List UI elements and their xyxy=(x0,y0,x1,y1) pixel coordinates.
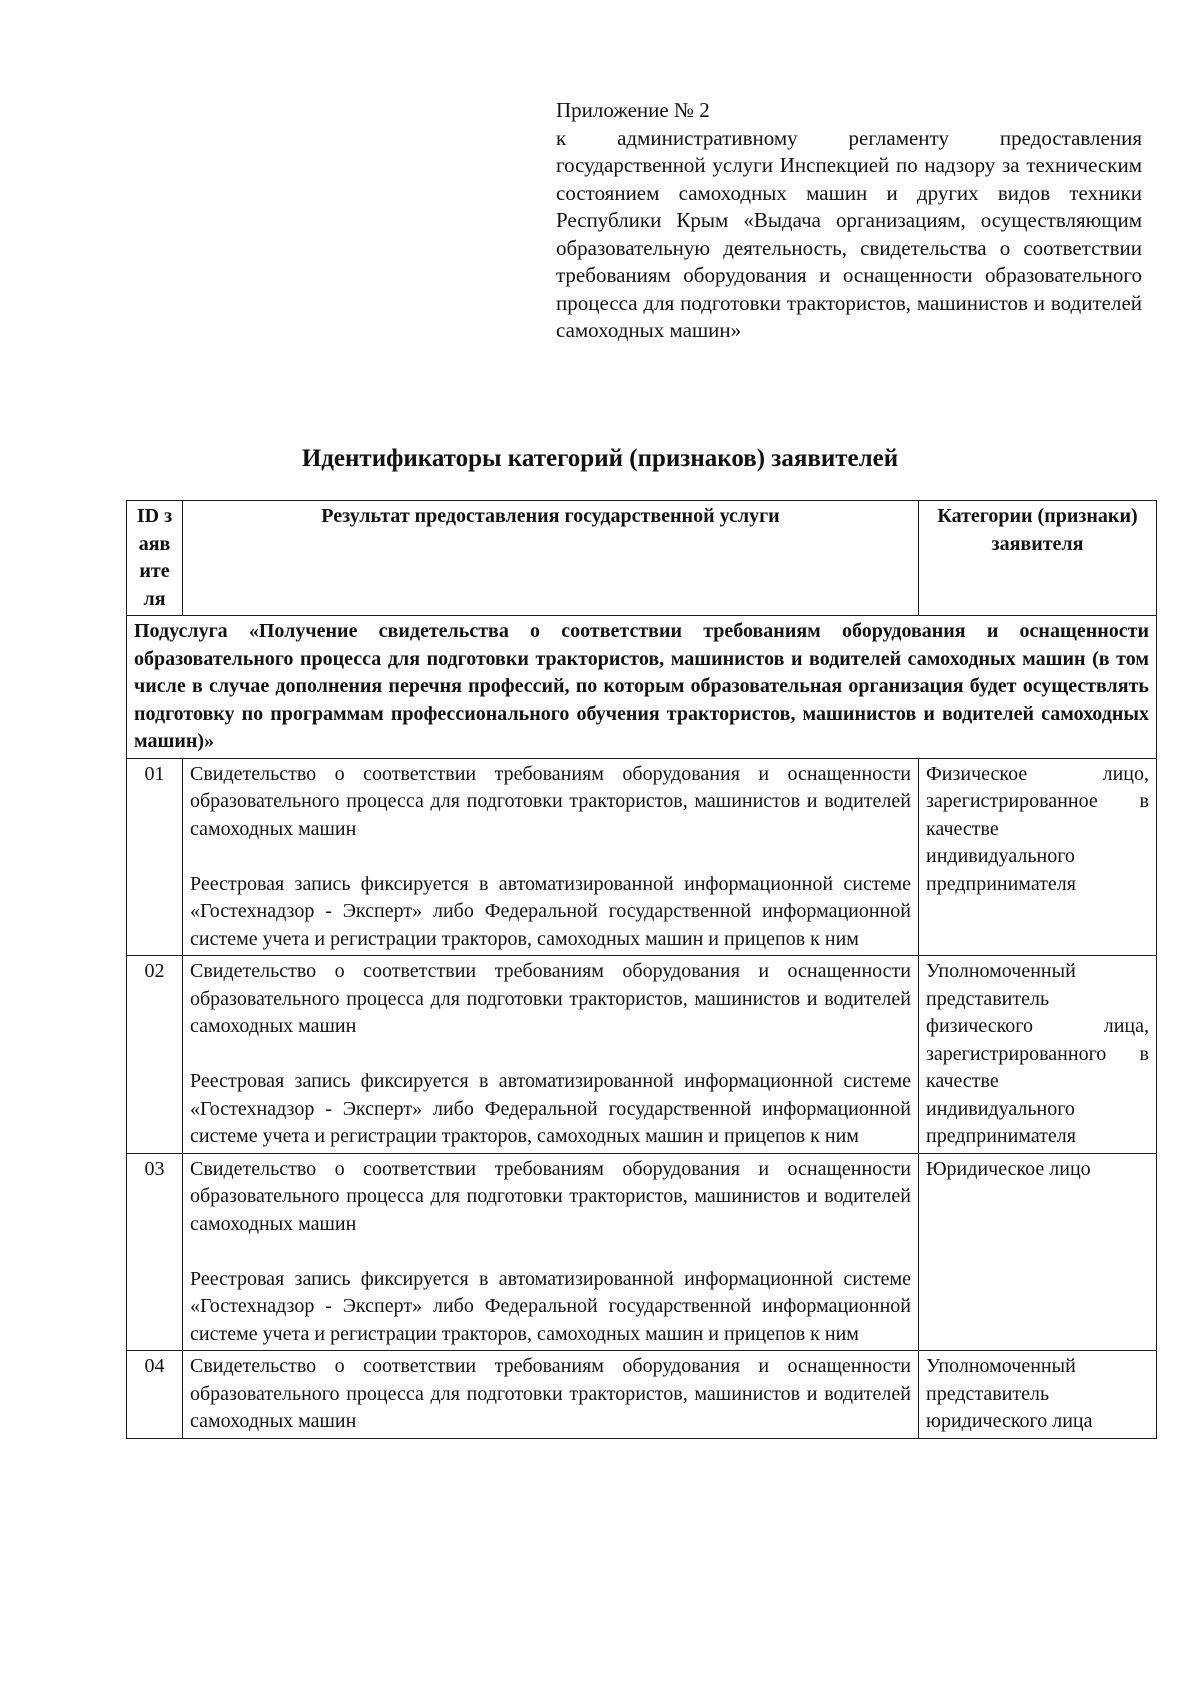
table-header-row xyxy=(127,501,1157,616)
appendix-text: к административному регламенту предоставления государственной услуги Инспекцией по надзору за техническим состоянием самоходных машин и других видов техники Республики Крым «Выдача организациям, осуществляющим образовательную деятельность, свидетельства о соответствии требованиям оборудования и оснащенности образовательного процесса для подготовки трактористов, машинистов и водителей самоходных машин» xyxy=(556,125,1142,342)
row-note: Реестровая запись фиксируется в автоматизированной информационной системе «Гостехнадзор - Эксперт» либо Федеральной государственной информационной системе учета и регистрации тракторов, самоходных машин и прицепов к ним xyxy=(190,1070,911,1147)
row-id: 03 xyxy=(127,1153,183,1351)
row-result-cell xyxy=(183,1153,919,1351)
row-category: Юридическое лицо xyxy=(919,1153,1157,1351)
appendix-block xyxy=(556,97,1142,345)
row-category: Уполномоченный представитель юридического лица xyxy=(919,1351,1157,1439)
row-result-cell xyxy=(183,1351,919,1439)
header-result: Результат предоставления государственной услуги xyxy=(183,501,919,616)
row-result: Свидетельство о соответствии требованиям оборудования и оснащенности образовательного процесса для подготовки трактористов, машинистов и водителей самоходных машин xyxy=(190,1355,911,1432)
row-result: Свидетельство о соответствии требованиям оборудования и оснащенности образовательного процесса для подготовки трактористов, машинистов и водителей самоходных машин xyxy=(190,1157,911,1235)
header-id xyxy=(127,501,183,616)
row-result-cell xyxy=(183,956,919,1154)
document-title: Идентификаторы категорий (признаков) заявителей xyxy=(301,445,899,472)
row-category: Физическое лицо, зарегистрированное в качестве индивидуального предпринимателя xyxy=(919,758,1157,956)
row-id: 04 xyxy=(127,1351,183,1439)
applicant-categories-table xyxy=(126,500,1157,1439)
table-row xyxy=(127,758,1157,956)
header-category: Категории (признаки) заявителя xyxy=(919,501,1157,616)
row-result: Свидетельство о соответствии требованиям оборудования и оснащенности образовательного процесса для подготовки трактористов, машинистов и водителей самоходных машин xyxy=(190,960,911,1037)
row-id: 01 xyxy=(127,758,183,956)
row-note: Реестровая запись фиксируется в автоматизированной информационной системе «Гостехнадзор - Эксперт» либо Федеральной государственной информационной системе учета и регистрации тракторов, самоходных машин и прицепов к ним xyxy=(190,872,911,950)
row-category: Уполномоченный представитель физического лица, зарегистрированного в качестве индивидуального предпринимателя xyxy=(919,956,1157,1154)
row-result: Свидетельство о соответствии требованиям оборудования и оснащенности образовательного процесса для подготовки трактористов, машинистов и водителей самоходных машин xyxy=(190,762,911,840)
table-row xyxy=(127,956,1157,1154)
row-result-cell xyxy=(183,758,919,956)
table-row xyxy=(127,1153,1157,1351)
table-row xyxy=(127,1351,1157,1439)
row-id: 02 xyxy=(127,956,183,1154)
header-id-label: ID заявителя xyxy=(136,505,173,610)
subservice-row xyxy=(127,616,1157,759)
row-note: Реестровая запись фиксируется в автоматизированной информационной системе «Гостехнадзор - Эксперт» либо Федеральной государственной информационной системе учета и регистрации тракторов, самоходных машин и прицепов к ним xyxy=(190,1267,911,1345)
appendix-title: Приложение № 2 xyxy=(556,98,710,122)
subservice-title: Подуслуга «Получение свидетельства о соответствии требованиям оборудования и оснащенности образовательного процесса для подготовки трактористов, машинистов и водителей самоходных машин (в том числе в случае дополнения перечня профессий, по которым образовательная организация будет осуществлять подготовку по программам профессионального обучения трактористов, машинистов и водителей самоходных машин)» xyxy=(127,616,1157,759)
